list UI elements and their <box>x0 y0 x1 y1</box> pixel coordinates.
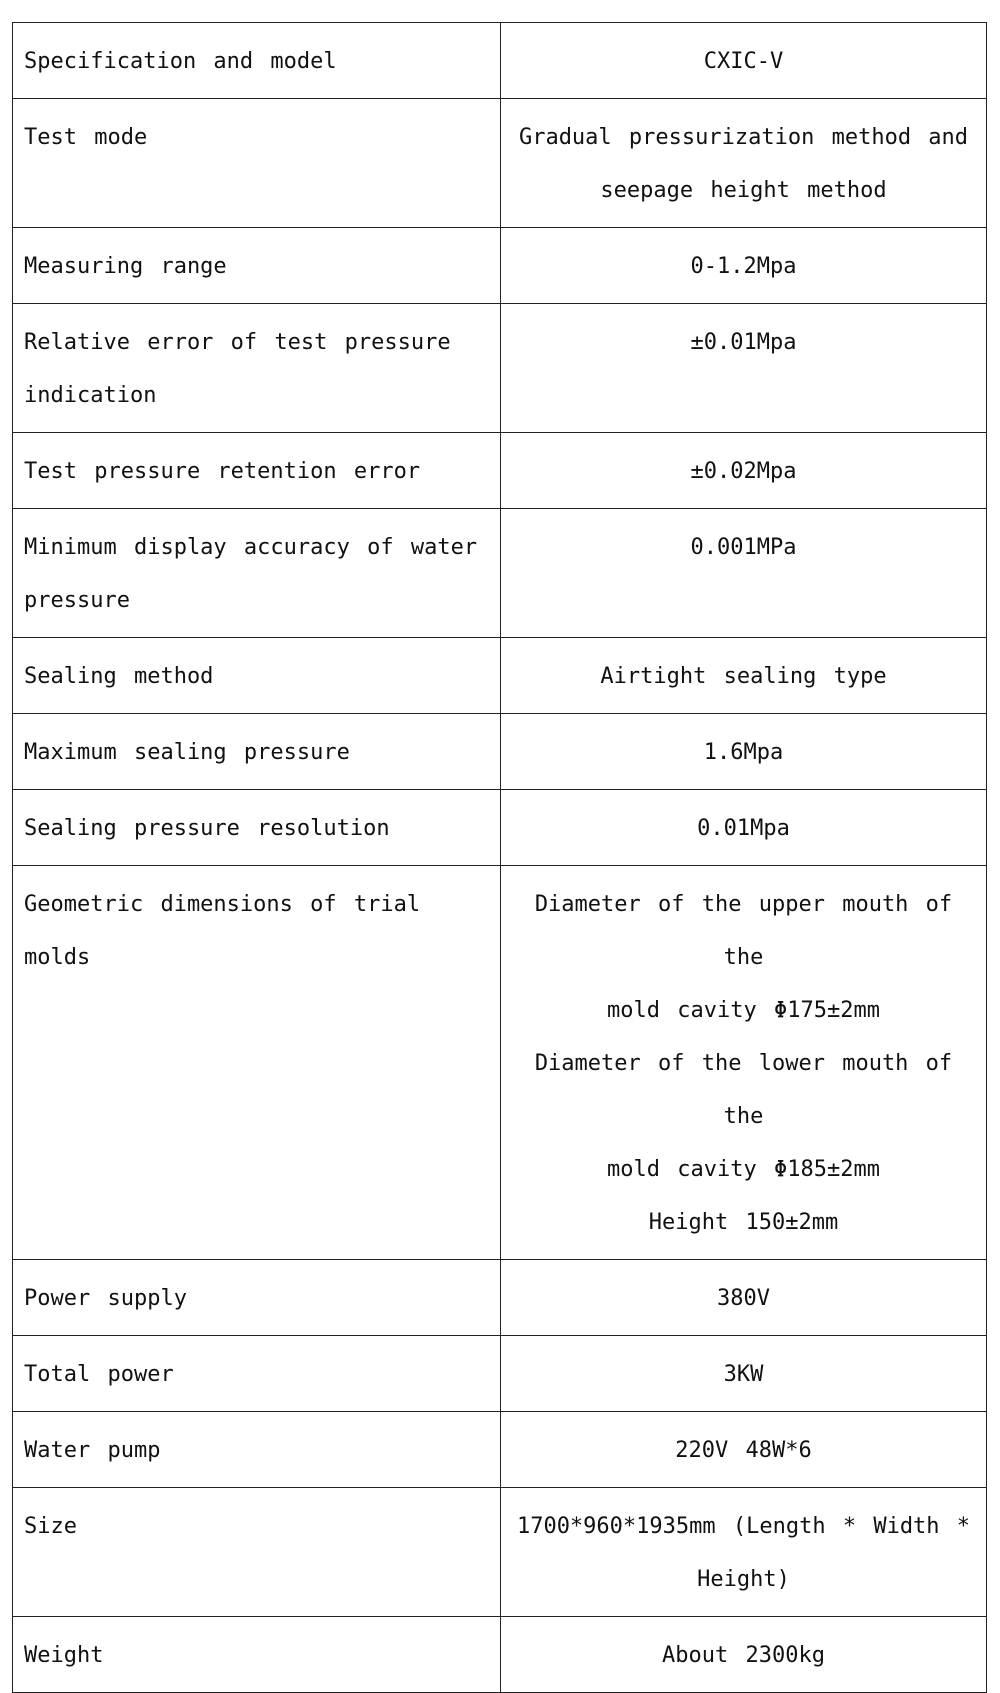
table-header-row <box>13 23 987 99</box>
row-value-cell <box>501 1336 987 1412</box>
row-value: Height) <box>697 1567 790 1592</box>
row-label-cell <box>13 99 501 228</box>
row-value: seepage height method <box>600 178 887 203</box>
row-value: About 2300kg <box>662 1643 825 1668</box>
table-row <box>13 790 987 866</box>
row-value-cell <box>501 714 987 790</box>
table-row <box>13 228 987 304</box>
row-value: 0.01Mpa <box>697 816 790 841</box>
row-value-cell <box>501 1488 987 1617</box>
row-label-cell <box>13 509 501 638</box>
row-value: 220V 48W*6 <box>675 1438 812 1463</box>
row-value: 0-1.2Mpa <box>690 254 797 279</box>
row-value-cell <box>501 509 987 638</box>
row-label: pressure <box>24 588 130 613</box>
table-row <box>13 866 987 1260</box>
row-label-cell <box>13 1336 501 1412</box>
table-row <box>13 1488 987 1617</box>
specification-table <box>12 22 987 1693</box>
row-value-cell <box>501 1260 987 1336</box>
row-value: ±0.02Mpa <box>690 459 797 484</box>
row-label: Water pump <box>24 1438 161 1463</box>
row-label-cell <box>13 1488 501 1617</box>
row-value-cell <box>501 1617 987 1693</box>
row-value-cell <box>501 790 987 866</box>
row-label: indication <box>24 383 157 408</box>
table-row <box>13 1412 987 1488</box>
row-label: Relative error of test pressure <box>24 330 451 355</box>
row-value: ±0.01Mpa <box>690 330 797 355</box>
table-row <box>13 433 987 509</box>
row-label: Sealing method <box>24 664 214 689</box>
row-value: Height 150±2mm <box>648 1210 839 1235</box>
row-label-cell <box>13 1260 501 1336</box>
row-value: 1700*960*1935mm (Length * Width * <box>516 1514 971 1539</box>
row-label: Weight <box>24 1643 104 1668</box>
row-value-cell <box>501 433 987 509</box>
row-label: Sealing pressure resolution <box>24 816 390 841</box>
row-value-cell <box>501 638 987 714</box>
table-row <box>13 304 987 433</box>
row-value: 380V <box>717 1286 770 1311</box>
row-label-cell <box>13 866 501 1260</box>
row-label: Geometric dimensions of trial molds <box>24 892 421 970</box>
table-row <box>13 1617 987 1693</box>
row-label-cell <box>13 638 501 714</box>
row-value: mold cavity Φ185±2mm <box>607 1157 880 1182</box>
table-row <box>13 1336 987 1412</box>
table-row <box>13 1260 987 1336</box>
header-value-cell <box>501 23 987 99</box>
table-row <box>13 714 987 790</box>
row-label-cell <box>13 790 501 866</box>
row-label: Total power <box>24 1362 174 1387</box>
header-label: Specification and model <box>24 49 337 74</box>
row-label-cell <box>13 1617 501 1693</box>
row-label-cell <box>13 228 501 304</box>
row-label: Test pressure retention error <box>24 459 421 484</box>
row-value-cell <box>501 1412 987 1488</box>
row-label: Test mode <box>24 125 148 150</box>
row-label: Measuring range <box>24 254 227 279</box>
row-value: Diameter of the upper mouth of the <box>534 892 953 970</box>
row-value-cell <box>501 228 987 304</box>
row-value: Gradual pressurization method and <box>518 125 969 150</box>
table-row <box>13 509 987 638</box>
row-value-cell <box>501 866 987 1260</box>
row-value: 3KW <box>723 1362 764 1387</box>
row-label-cell <box>13 714 501 790</box>
row-label: Minimum display accuracy of water <box>24 535 478 560</box>
row-value: 0.001MPa <box>690 535 797 560</box>
row-label: Maximum sealing pressure <box>24 740 350 765</box>
header-value: CXIC-V <box>703 49 784 74</box>
row-value: Diameter of the lower mouth of the <box>534 1051 953 1129</box>
row-label-cell <box>13 1412 501 1488</box>
table-row <box>13 99 987 228</box>
row-label: Size <box>24 1514 77 1539</box>
row-value-cell <box>501 304 987 433</box>
table-row <box>13 638 987 714</box>
row-label-cell <box>13 433 501 509</box>
header-label-cell <box>13 23 501 99</box>
row-value-cell <box>501 99 987 228</box>
row-value: 1.6Mpa <box>703 740 784 765</box>
row-value: mold cavity Φ175±2mm <box>607 998 880 1023</box>
row-value: Airtight sealing type <box>600 664 887 689</box>
row-label: Power supply <box>24 1286 187 1311</box>
row-label-cell <box>13 304 501 433</box>
